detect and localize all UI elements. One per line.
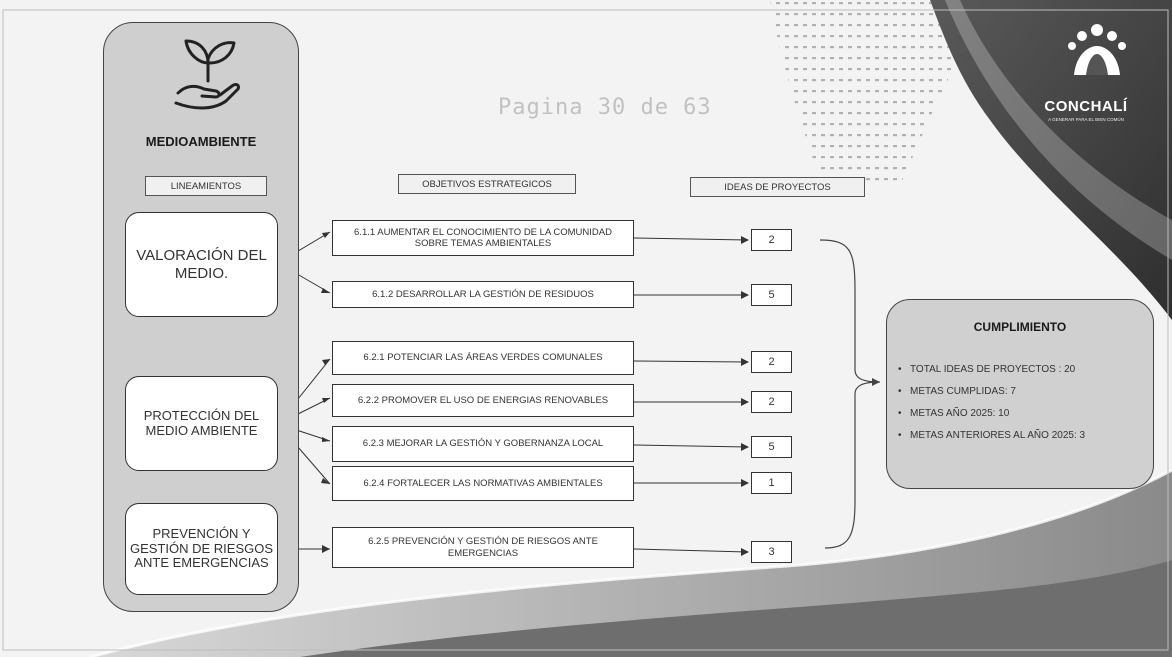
list-item-text: TOTAL IDEAS DE PROYECTOS : 20 [910, 364, 1076, 375]
ideas-count: 5 [751, 284, 792, 306]
list-item [898, 386, 1148, 408]
cumplimiento-list [898, 364, 1148, 452]
bullet-icon: • [898, 386, 902, 397]
objetivo-6-2-5: 6.2.5 PREVENCIÓN Y GESTIÓN DE RIESGOS ANTE EMERGENCIAS [332, 527, 634, 568]
ideas-count: 2 [751, 391, 792, 413]
plant-in-hand-icon [172, 33, 244, 113]
section-title: MEDIOAMBIENTE [145, 134, 257, 149]
lineamiento-valoracion: VALORACIÓN DEL MEDIO. [125, 212, 278, 317]
lineamiento-prevencion: PREVENCIÓN Y GESTIÓN DE RIESGOS ANTE EMERGENCIAS [125, 503, 278, 595]
ideas-count: 1 [751, 472, 792, 494]
objetivo-6-2-4: 6.2.4 FORTALECER LAS NORMATIVAS AMBIENTALES [332, 466, 634, 501]
lineamientos-header: LINEAMIENTOS [145, 176, 267, 196]
list-item-text: METAS ANTERIORES AL AÑO 2025: 3 [910, 430, 1086, 441]
ideas-count: 2 [751, 229, 792, 251]
objetivo-6-2-2: 6.2.2 PROMOVER EL USO DE ENERGIAS RENOVABLES [332, 384, 634, 417]
list-item [898, 364, 1148, 386]
cumplimiento-title: CUMPLIMIENTO [973, 320, 1067, 334]
objetivo-6-1-1: 6.1.1 AUMENTAR EL CONOCIMIENTO DE LA COMUNIDAD SOBRE TEMAS AMBIENTALES [332, 220, 634, 256]
objetivo-6-2-1: 6.2.1 POTENCIAR LAS ÁREAS VERDES COMUNALES [332, 341, 634, 375]
list-item [898, 430, 1148, 452]
objetivos-header: OBJETIVOS ESTRATEGICOS [398, 174, 576, 194]
conchali-logo-icon [1064, 20, 1130, 80]
bullet-icon: • [898, 430, 902, 441]
ideas-header: IDEAS DE PROYECTOS [690, 177, 865, 197]
objetivo-6-1-2: 6.1.2 DESARROLLAR LA GESTIÓN DE RESIDUOS [332, 281, 634, 308]
bullet-icon: • [898, 408, 902, 419]
ideas-count: 2 [751, 351, 792, 373]
logo-name: CONCHALÍ [1044, 98, 1128, 115]
list-item-text: METAS AÑO 2025: 10 [910, 408, 1010, 419]
objetivo-6-2-3: 6.2.3 MEJORAR LA GESTIÓN Y GOBERNANZA LOCAL [332, 426, 634, 462]
ideas-count: 3 [751, 541, 792, 563]
list-item [898, 408, 1148, 430]
ideas-count: 5 [751, 436, 792, 458]
lineamiento-proteccion: PROTECCIÓN DEL MEDIO AMBIENTE [125, 376, 278, 471]
logo-tagline: A GENERAR PARA EL BIEN COMÚN [1048, 117, 1124, 122]
ghost-page-number: Pagina 30 de 63 [498, 95, 712, 120]
bullet-icon: • [898, 364, 902, 375]
list-item-text: METAS CUMPLIDAS: 7 [910, 386, 1016, 397]
